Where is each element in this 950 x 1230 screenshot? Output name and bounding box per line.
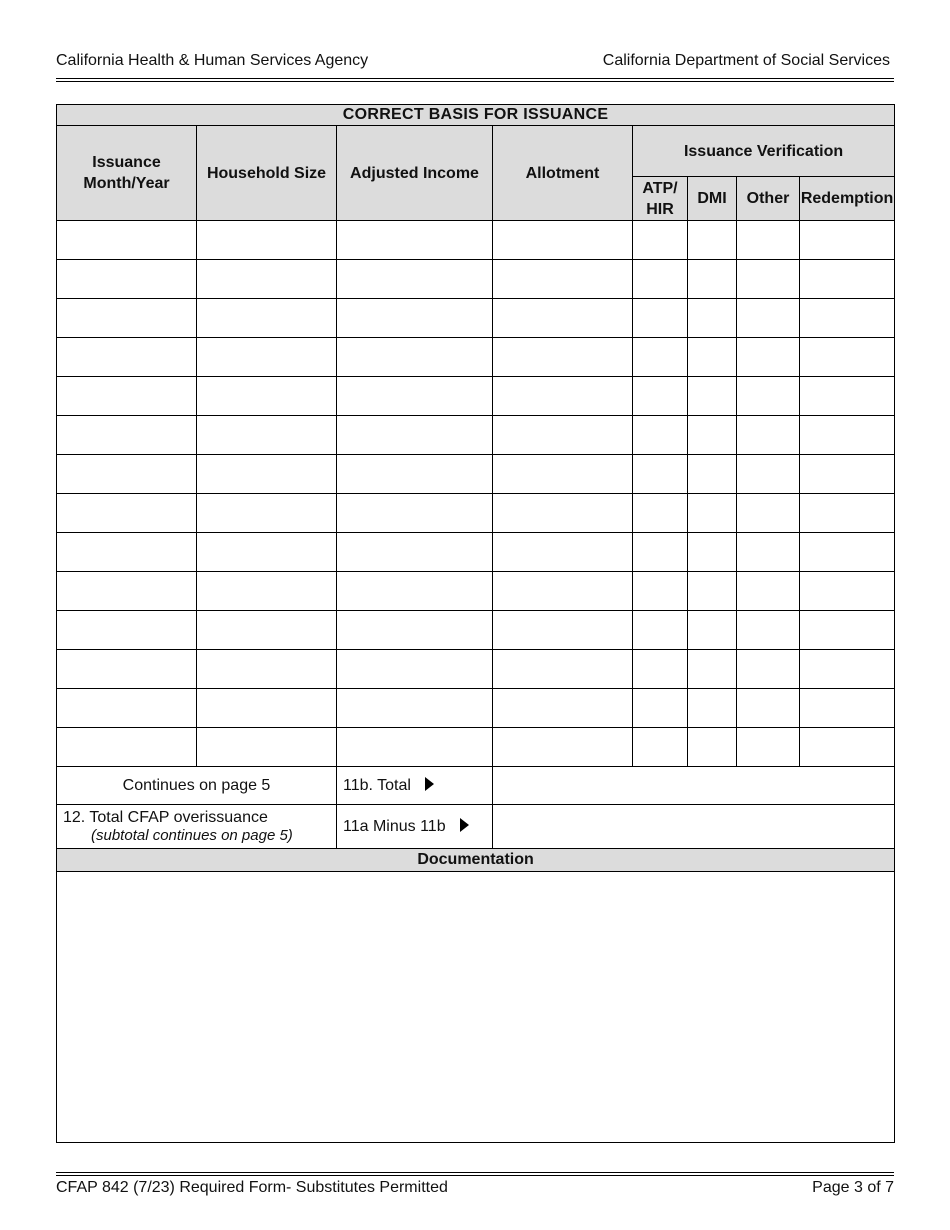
allotment-cell[interactable] bbox=[493, 416, 633, 455]
atp-hir-cell[interactable] bbox=[633, 728, 688, 767]
dmi-cell[interactable] bbox=[688, 728, 737, 767]
redemption-cell[interactable] bbox=[800, 299, 895, 338]
line-12-field[interactable] bbox=[493, 805, 895, 849]
col-allotment: Allotment bbox=[493, 126, 633, 221]
adjusted-income-cell[interactable] bbox=[337, 260, 493, 299]
atp-hir-cell[interactable] bbox=[633, 689, 688, 728]
table-row bbox=[57, 455, 895, 494]
adjusted-income-cell[interactable] bbox=[337, 689, 493, 728]
allotment-cell[interactable] bbox=[493, 533, 633, 572]
household-size-cell[interactable] bbox=[197, 650, 337, 689]
issuance-month-year-cell[interactable] bbox=[57, 377, 197, 416]
allotment-cell[interactable] bbox=[493, 611, 633, 650]
dmi-cell[interactable] bbox=[688, 416, 737, 455]
footer-rule-bottom bbox=[56, 1175, 894, 1176]
dmi-cell[interactable] bbox=[688, 260, 737, 299]
allotment-cell[interactable] bbox=[493, 494, 633, 533]
data-rows bbox=[57, 221, 895, 767]
redemption-cell[interactable] bbox=[800, 260, 895, 299]
dmi-cell[interactable] bbox=[688, 299, 737, 338]
correct-basis-table bbox=[56, 104, 895, 1143]
household-size-cell[interactable] bbox=[197, 455, 337, 494]
issuance-month-year-cell[interactable] bbox=[57, 299, 197, 338]
allotment-cell[interactable] bbox=[493, 455, 633, 494]
household-size-cell[interactable] bbox=[197, 728, 337, 767]
col-other: Other bbox=[737, 177, 800, 221]
dmi-cell[interactable] bbox=[688, 689, 737, 728]
atp-hir-cell[interactable] bbox=[633, 416, 688, 455]
adjusted-income-cell[interactable] bbox=[337, 572, 493, 611]
dmi-cell[interactable] bbox=[688, 221, 737, 260]
allotment-cell[interactable] bbox=[493, 338, 633, 377]
redemption-cell[interactable] bbox=[800, 377, 895, 416]
household-size-cell[interactable] bbox=[197, 221, 337, 260]
other-cell[interactable] bbox=[737, 455, 800, 494]
adjusted-income-cell[interactable] bbox=[337, 650, 493, 689]
total-11b-label: 11b. Total bbox=[337, 767, 493, 805]
col-redemption: Redemption bbox=[800, 177, 895, 221]
arrow-right-icon bbox=[425, 777, 434, 791]
table-row bbox=[57, 572, 895, 611]
atp-hir-cell[interactable] bbox=[633, 299, 688, 338]
department-name: California Department of Social Services bbox=[602, 52, 890, 69]
redemption-cell[interactable] bbox=[800, 650, 895, 689]
redemption-cell[interactable] bbox=[800, 455, 895, 494]
household-size-cell[interactable] bbox=[197, 611, 337, 650]
header-rule-top bbox=[56, 78, 894, 79]
adjusted-income-cell[interactable] bbox=[337, 728, 493, 767]
table-row bbox=[57, 338, 895, 377]
documentation-heading: Documentation bbox=[57, 849, 895, 872]
issuance-month-year-cell[interactable] bbox=[57, 221, 197, 260]
col-atp-hir: ATP/ HIR bbox=[633, 177, 688, 221]
adjusted-income-cell[interactable] bbox=[337, 299, 493, 338]
total-11b-field[interactable] bbox=[493, 767, 895, 805]
allotment-cell[interactable] bbox=[493, 572, 633, 611]
redemption-cell[interactable] bbox=[800, 689, 895, 728]
allotment-cell[interactable] bbox=[493, 650, 633, 689]
allotment-cell[interactable] bbox=[493, 377, 633, 416]
adjusted-income-cell[interactable] bbox=[337, 221, 493, 260]
adjusted-income-cell[interactable] bbox=[337, 338, 493, 377]
redemption-cell[interactable] bbox=[800, 494, 895, 533]
table-row bbox=[57, 494, 895, 533]
other-cell[interactable] bbox=[737, 377, 800, 416]
footer-rule-top bbox=[56, 1172, 894, 1173]
dmi-cell[interactable] bbox=[688, 533, 737, 572]
table-row bbox=[57, 611, 895, 650]
allotment-cell[interactable] bbox=[493, 299, 633, 338]
adjusted-income-cell[interactable] bbox=[337, 455, 493, 494]
dmi-cell[interactable] bbox=[688, 572, 737, 611]
household-size-cell[interactable] bbox=[197, 572, 337, 611]
table-row bbox=[57, 221, 895, 260]
household-size-cell[interactable] bbox=[197, 377, 337, 416]
redemption-cell[interactable] bbox=[800, 572, 895, 611]
redemption-cell[interactable] bbox=[800, 221, 895, 260]
table-row bbox=[57, 416, 895, 455]
atp-hir-cell[interactable] bbox=[633, 260, 688, 299]
other-cell[interactable] bbox=[737, 689, 800, 728]
household-size-cell[interactable] bbox=[197, 260, 337, 299]
other-cell[interactable] bbox=[737, 221, 800, 260]
allotment-cell[interactable] bbox=[493, 689, 633, 728]
header-rule-bottom bbox=[56, 81, 894, 82]
redemption-cell[interactable] bbox=[800, 728, 895, 767]
adjusted-income-cell[interactable] bbox=[337, 533, 493, 572]
dmi-cell[interactable] bbox=[688, 611, 737, 650]
other-cell[interactable] bbox=[737, 533, 800, 572]
adjusted-income-cell[interactable] bbox=[337, 494, 493, 533]
documentation-field[interactable] bbox=[57, 872, 895, 1143]
col-dmi: DMI bbox=[688, 177, 737, 221]
household-size-cell[interactable] bbox=[197, 299, 337, 338]
other-cell[interactable] bbox=[737, 572, 800, 611]
agency-name: California Health & Human Services Agency bbox=[56, 52, 369, 69]
arrow-right-icon bbox=[460, 818, 469, 832]
table-row bbox=[57, 689, 895, 728]
dmi-cell[interactable] bbox=[688, 650, 737, 689]
table-row bbox=[57, 299, 895, 338]
issuance-month-year-cell[interactable] bbox=[57, 494, 197, 533]
col-household-size: Household Size bbox=[197, 126, 337, 221]
table-row bbox=[57, 377, 895, 416]
dmi-cell[interactable] bbox=[688, 338, 737, 377]
form-id: CFAP 842 (7/23) Required Form- Substitutes Permitted bbox=[56, 1179, 448, 1196]
atp-hir-cell[interactable] bbox=[633, 221, 688, 260]
dmi-cell[interactable] bbox=[688, 377, 737, 416]
household-size-cell[interactable] bbox=[197, 494, 337, 533]
other-cell[interactable] bbox=[737, 611, 800, 650]
line-12-calc-label: 11a Minus 11b bbox=[337, 805, 493, 849]
issuance-month-year-cell[interactable] bbox=[57, 572, 197, 611]
atp-hir-cell[interactable] bbox=[633, 455, 688, 494]
adjusted-income-cell[interactable] bbox=[337, 416, 493, 455]
line-12-label: 12. Total CFAP overissuance (subtotal continues on page 5) bbox=[57, 805, 337, 849]
continues-note: Continues on page 5 bbox=[57, 767, 337, 805]
table-row bbox=[57, 728, 895, 767]
adjusted-income-cell[interactable] bbox=[337, 611, 493, 650]
atp-hir-cell[interactable] bbox=[633, 572, 688, 611]
redemption-cell[interactable] bbox=[800, 338, 895, 377]
atp-hir-cell[interactable] bbox=[633, 494, 688, 533]
issuance-month-year-cell[interactable] bbox=[57, 689, 197, 728]
other-cell[interactable] bbox=[737, 338, 800, 377]
other-cell[interactable] bbox=[737, 416, 800, 455]
allotment-cell[interactable] bbox=[493, 260, 633, 299]
col-issuance-month-year: Issuance Month/Year bbox=[57, 126, 197, 221]
other-cell[interactable] bbox=[737, 494, 800, 533]
household-size-cell[interactable] bbox=[197, 416, 337, 455]
redemption-cell[interactable] bbox=[800, 416, 895, 455]
redemption-cell[interactable] bbox=[800, 611, 895, 650]
atp-hir-cell[interactable] bbox=[633, 533, 688, 572]
issuance-month-year-cell[interactable] bbox=[57, 260, 197, 299]
dmi-cell[interactable] bbox=[688, 455, 737, 494]
household-size-cell[interactable] bbox=[197, 533, 337, 572]
dmi-cell[interactable] bbox=[688, 494, 737, 533]
other-cell[interactable] bbox=[737, 299, 800, 338]
issuance-month-year-cell[interactable] bbox=[57, 611, 197, 650]
atp-hir-cell[interactable] bbox=[633, 650, 688, 689]
issuance-month-year-cell[interactable] bbox=[57, 416, 197, 455]
table-row bbox=[57, 260, 895, 299]
table-row bbox=[57, 533, 895, 572]
other-cell[interactable] bbox=[737, 650, 800, 689]
other-cell[interactable] bbox=[737, 260, 800, 299]
issuance-month-year-cell[interactable] bbox=[57, 533, 197, 572]
table-title: CORRECT BASIS FOR ISSUANCE bbox=[57, 105, 895, 126]
page-number: Page 3 of 7 bbox=[812, 1179, 894, 1196]
table-row bbox=[57, 650, 895, 689]
atp-hir-cell[interactable] bbox=[633, 611, 688, 650]
issuance-month-year-cell[interactable] bbox=[57, 455, 197, 494]
adjusted-income-cell[interactable] bbox=[337, 377, 493, 416]
issuance-month-year-cell[interactable] bbox=[57, 338, 197, 377]
household-size-cell[interactable] bbox=[197, 689, 337, 728]
other-cell[interactable] bbox=[737, 728, 800, 767]
allotment-cell[interactable] bbox=[493, 221, 633, 260]
col-issuance-verification: Issuance Verification bbox=[633, 126, 895, 177]
allotment-cell[interactable] bbox=[493, 728, 633, 767]
atp-hir-cell[interactable] bbox=[633, 377, 688, 416]
redemption-cell[interactable] bbox=[800, 533, 895, 572]
issuance-month-year-cell[interactable] bbox=[57, 728, 197, 767]
household-size-cell[interactable] bbox=[197, 338, 337, 377]
issuance-month-year-cell[interactable] bbox=[57, 650, 197, 689]
col-adjusted-income: Adjusted Income bbox=[337, 126, 493, 221]
atp-hir-cell[interactable] bbox=[633, 338, 688, 377]
